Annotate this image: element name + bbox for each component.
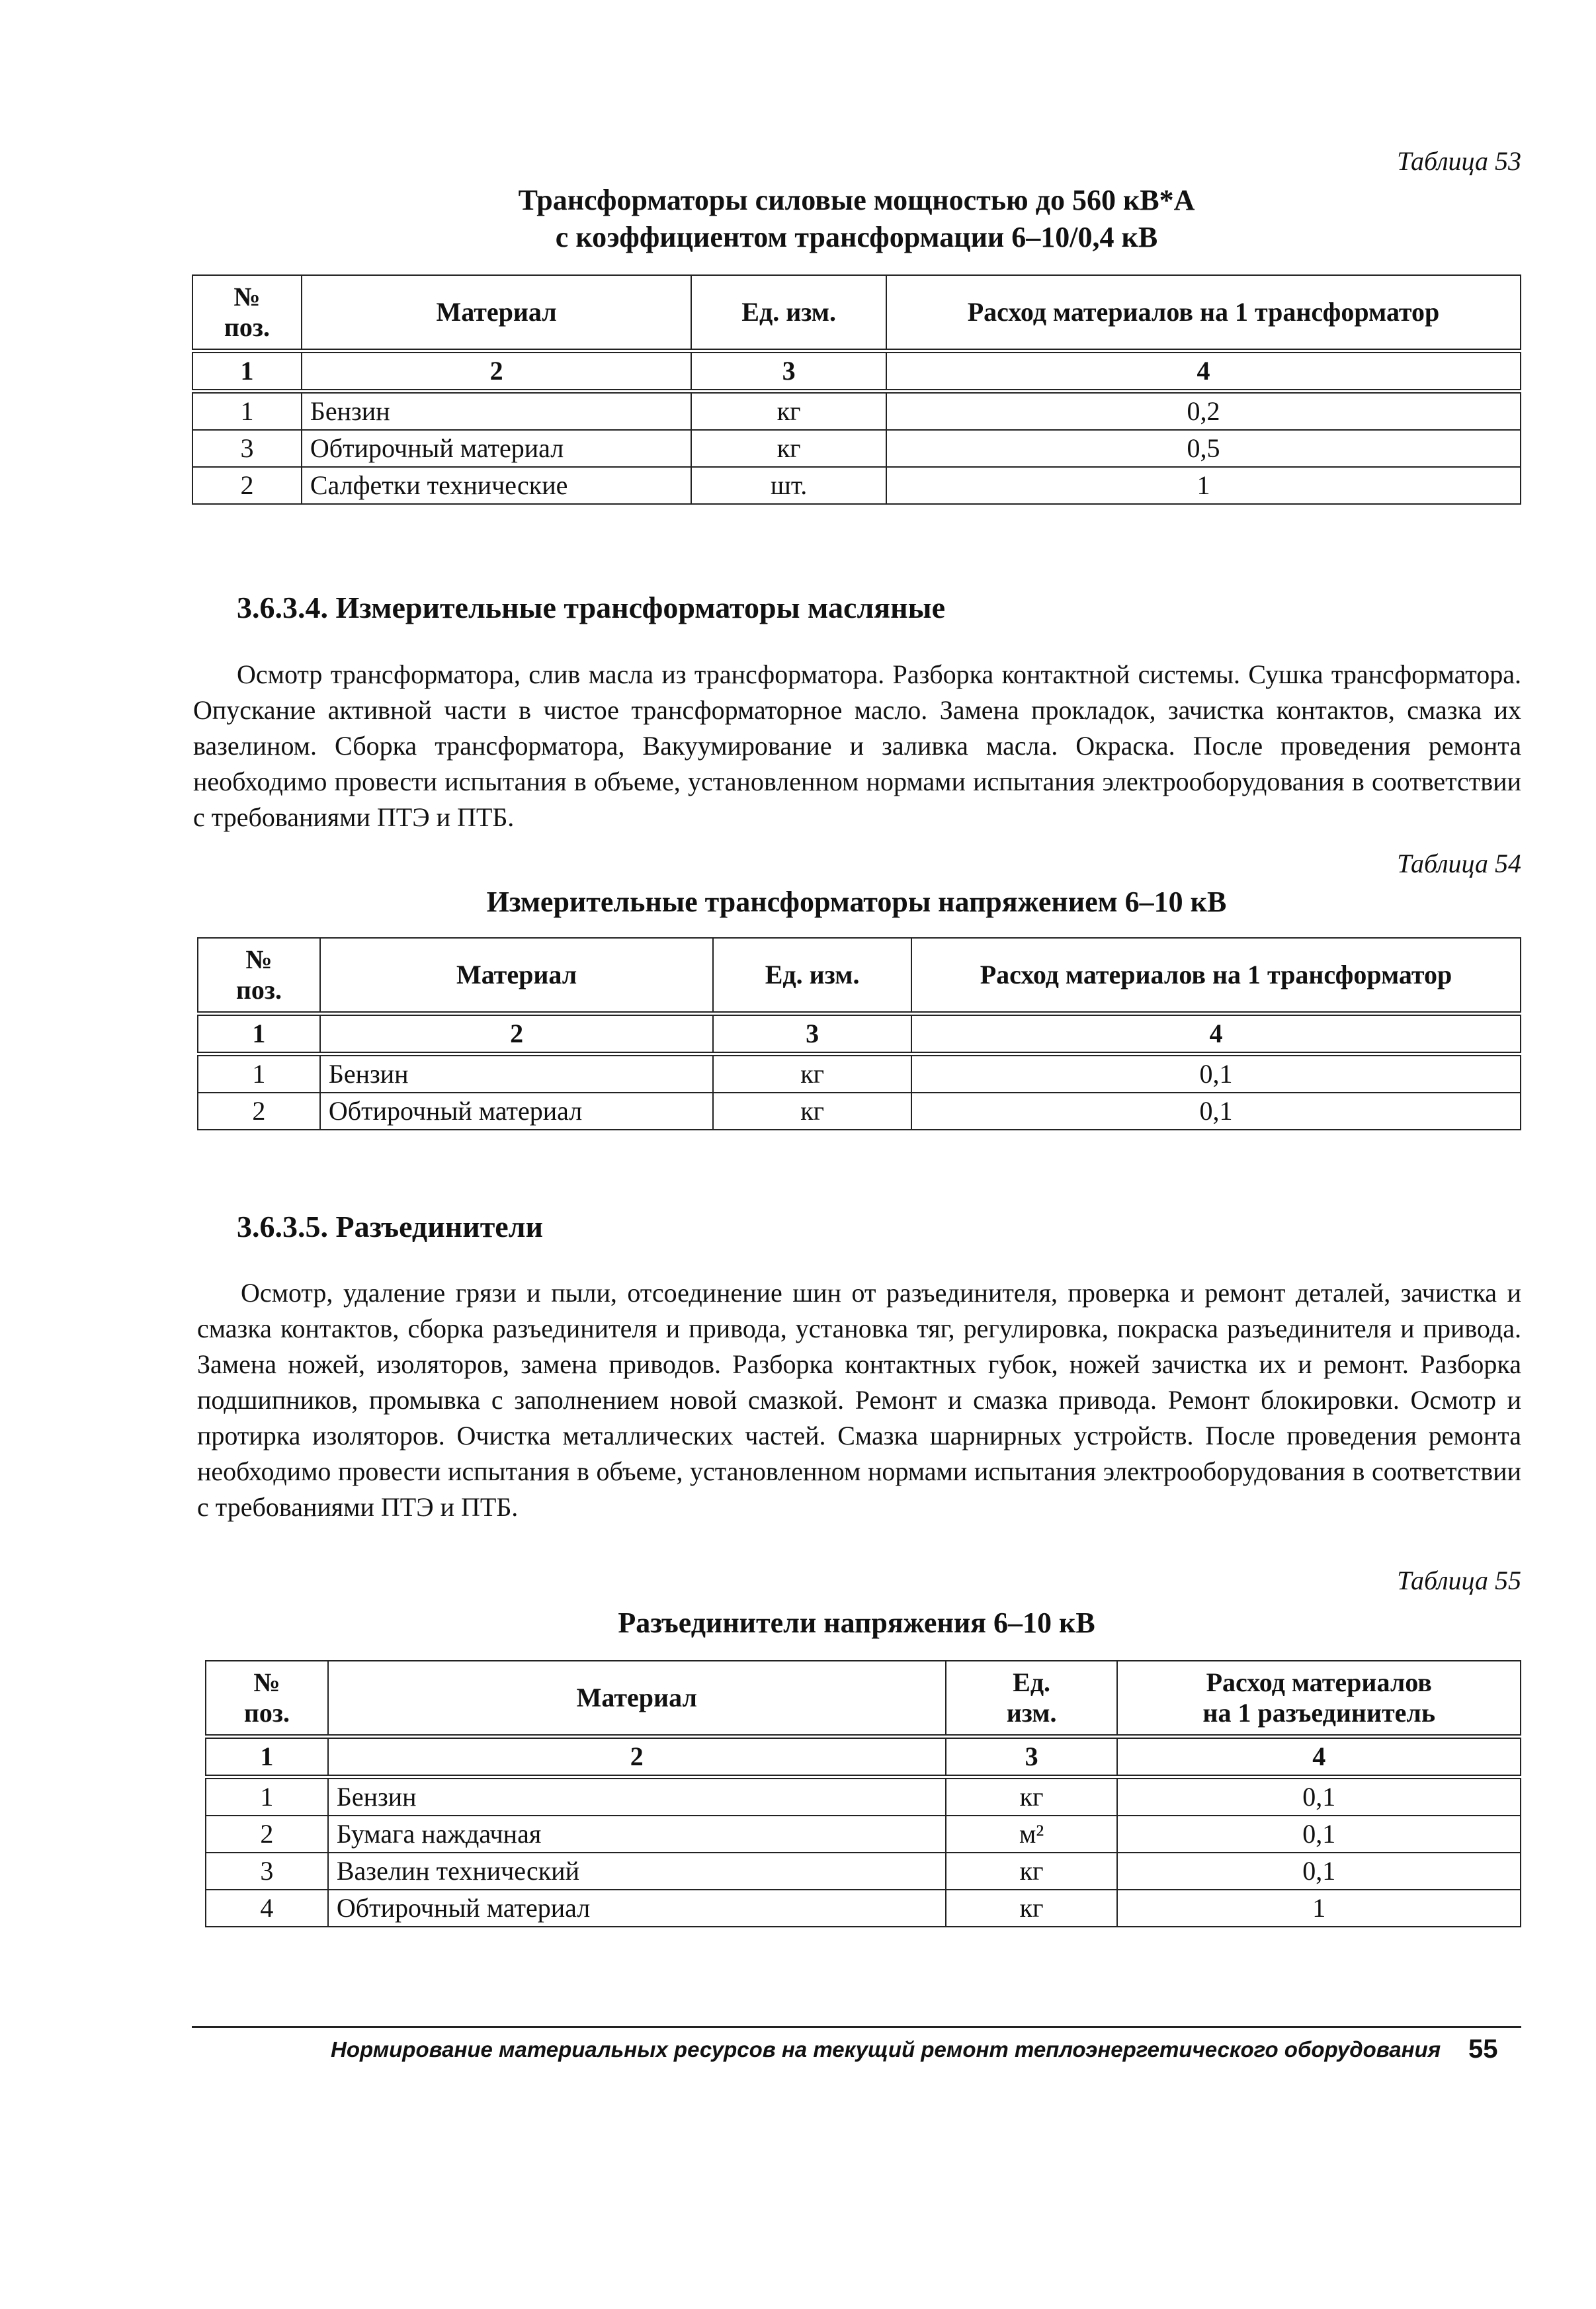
- col-header-material: Материал: [302, 275, 691, 351]
- table-54-label: Таблица 54: [1397, 849, 1521, 878]
- col-number: 2: [302, 351, 691, 392]
- table-row: [198, 1054, 1521, 1093]
- table-55: [205, 1660, 1521, 1927]
- table-54: [197, 937, 1521, 1130]
- col-header-unit: Ед. изм.: [691, 275, 886, 351]
- cell-consumption: 1: [886, 467, 1521, 504]
- cell-pos: 3: [206, 1853, 328, 1890]
- table-55-title: Разъединители напряжения 6–10 кВ: [618, 1607, 1095, 1639]
- cell-pos: 1: [198, 1054, 320, 1093]
- cell-consumption: 0,1: [911, 1093, 1521, 1130]
- cell-material: Бензин: [320, 1054, 713, 1093]
- table-55-label: Таблица 55: [1397, 1566, 1521, 1595]
- col-number: 3: [946, 1737, 1118, 1777]
- cell-material: Обтирочный материал: [328, 1890, 946, 1927]
- table-53-title-line1: Трансформаторы силовые мощностью до 560 кВ*А: [518, 184, 1195, 216]
- col-number: 4: [911, 1014, 1521, 1054]
- cell-material: Обтирочный материал: [320, 1093, 713, 1130]
- cell-unit: шт.: [691, 467, 886, 504]
- cell-consumption: 0,1: [911, 1054, 1521, 1093]
- cell-consumption: 0,1: [1117, 1816, 1521, 1853]
- table-53: [192, 274, 1521, 505]
- table-row: [206, 1853, 1521, 1890]
- table-row: [206, 1890, 1521, 1927]
- cell-material: Бумага наждачная: [328, 1816, 946, 1853]
- col-number: 2: [320, 1014, 713, 1054]
- cell-unit: кг: [946, 1853, 1118, 1890]
- page-number: 55: [1468, 2035, 1498, 2064]
- cell-material: Салфетки технические: [302, 467, 691, 504]
- section-paragraph-3-6-3-5: Осмотр, удаление грязи и пыли, отсоединение шин от разъединителя, проверка и ремонт деталей, зачистка и смазка контактов, сборка разъединителя и привода, установка тяг, регулировка, покраска разъединителя и привода. Замена ножей, изоляторов, замена приводов. Разборка контактных губок, ножей зачистка их и ремонт. Разборка подшипников, промывка с заполнением новой смазкой. Ремонт и смазка привода. Ремонт блокировки. Осмотр и протирка изоляторов. Очистка металлических частей. Смазка шарнирных устройств. После проведения ремонта необходимо провести испытания в объеме, установленном нормами испытания электрооборудования в соответствии с требованиями ПТЭ и ПТБ.: [197, 1278, 1521, 1522]
- cell-consumption: 0,5: [886, 430, 1521, 467]
- table-53-label: Таблица 53: [1397, 146, 1521, 176]
- cell-consumption: 0,2: [886, 392, 1521, 431]
- cell-pos: 1: [206, 1777, 328, 1816]
- section-heading-3-6-3-5: 3.6.3.5. Разъединители: [237, 1210, 544, 1243]
- col-number: 3: [691, 351, 886, 392]
- col-header-consumption: Расход материалов на 1 трансформатор: [886, 275, 1521, 351]
- cell-consumption: 0,1: [1117, 1853, 1521, 1890]
- cell-unit: кг: [946, 1777, 1118, 1816]
- col-header-material: Материал: [328, 1661, 946, 1737]
- col-header-pos: № поз.: [206, 1661, 328, 1737]
- col-number: 2: [328, 1737, 946, 1777]
- col-header-consumption: Расход материалов на 1 разъединитель: [1117, 1661, 1521, 1737]
- table-53-title-line2: с коэффициентом трансформации 6–10/0,4 кВ: [555, 221, 1158, 253]
- section-heading-3-6-3-4: 3.6.3.4. Измерительные трансформаторы масляные: [237, 591, 945, 624]
- cell-pos: 2: [192, 467, 302, 504]
- cell-unit: м²: [946, 1816, 1118, 1853]
- cell-unit: кг: [691, 392, 886, 431]
- cell-consumption: 0,1: [1117, 1777, 1521, 1816]
- cell-unit: кг: [713, 1054, 911, 1093]
- table-54-title: Измерительные трансформаторы напряжением 6–10 кВ: [486, 886, 1227, 918]
- cell-unit: кг: [946, 1890, 1118, 1927]
- col-header-pos: № поз.: [192, 275, 302, 351]
- table-row: [192, 467, 1521, 504]
- cell-consumption: 1: [1117, 1890, 1521, 1927]
- col-header-unit: Ед. изм.: [713, 938, 911, 1014]
- footer-text: Нормирование материальных ресурсов на текущий ремонт теплоэнергетического оборудования: [331, 2037, 1441, 2062]
- col-header-material: Материал: [320, 938, 713, 1014]
- cell-unit: кг: [691, 430, 886, 467]
- col-number: 3: [713, 1014, 911, 1054]
- cell-pos: 2: [206, 1816, 328, 1853]
- table-row: [198, 1093, 1521, 1130]
- cell-pos: 3: [192, 430, 302, 467]
- section-paragraph-3-6-3-4: Осмотр трансформатора, слив масла из трансформатора. Разборка контактной системы. Сушка трансформатора. Опускание активной части в чистое трансформаторное масло. Замена прокладок, зачистка контактов, смазка их вазелином. Сборка трансформатора, Вакуумирование и заливка масла. Окраска. После проведения ремонта необходимо провести испытания в объеме, установленном нормами испытания электрооборудования в соответствии с требованиями ПТЭ и ПТБ.: [193, 659, 1521, 832]
- col-number: 4: [1117, 1737, 1521, 1777]
- footer-rule: [192, 2026, 1521, 2028]
- col-number: 1: [198, 1014, 320, 1054]
- cell-pos: 1: [192, 392, 302, 431]
- table-row: [192, 392, 1521, 431]
- cell-material: Бензин: [328, 1777, 946, 1816]
- col-number: 1: [206, 1737, 328, 1777]
- cell-material: Бензин: [302, 392, 691, 431]
- table-row: [192, 430, 1521, 467]
- table-row: [206, 1816, 1521, 1853]
- col-header-consumption: Расход материалов на 1 трансформатор: [911, 938, 1521, 1014]
- col-header-unit: Ед. изм.: [946, 1661, 1118, 1737]
- cell-material: Обтирочный материал: [302, 430, 691, 467]
- cell-pos: 2: [198, 1093, 320, 1130]
- table-row: [206, 1777, 1521, 1816]
- cell-unit: кг: [713, 1093, 911, 1130]
- col-number: 1: [192, 351, 302, 392]
- col-number: 4: [886, 351, 1521, 392]
- cell-material: Вазелин технический: [328, 1853, 946, 1890]
- cell-pos: 4: [206, 1890, 328, 1927]
- col-header-pos: № поз.: [198, 938, 320, 1014]
